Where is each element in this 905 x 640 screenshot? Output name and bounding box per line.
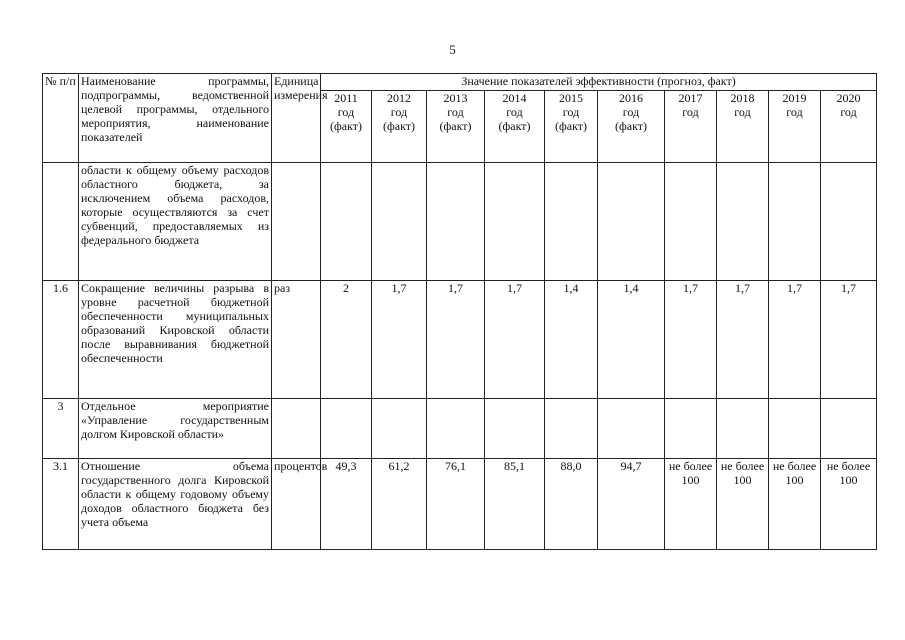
row-unit — [272, 163, 321, 281]
row-value-2018: 1,7 — [717, 281, 769, 399]
row-value-2019 — [769, 163, 821, 281]
row-name: Отдельное мероприятие «Управление государственным долгом Кировской области» — [79, 399, 272, 459]
row-value-2013: 76,1 — [427, 459, 485, 550]
table-row — [43, 281, 877, 399]
row-value-2017: 1,7 — [665, 281, 717, 399]
row-unit: раз — [272, 281, 321, 399]
row-value-2013 — [427, 399, 485, 459]
row-value-2011 — [321, 163, 372, 281]
table-row — [43, 163, 877, 281]
header-year-line: 2012 — [387, 91, 411, 105]
header-year-2018 — [717, 91, 769, 163]
header-year-line: год — [786, 105, 803, 119]
header-year-2015 — [545, 91, 598, 163]
row-value-2016 — [598, 163, 665, 281]
header-year-2011 — [321, 91, 372, 163]
row-value-2014: 1,7 — [485, 281, 545, 399]
row-value-2020 — [821, 399, 877, 459]
header-unit: Единица измерения — [272, 74, 321, 163]
header-year-line: (факт) — [439, 119, 472, 133]
header-year-line: 2019 — [782, 91, 807, 105]
header-year-line: (факт) — [329, 119, 362, 133]
row-value-2012: 1,7 — [372, 281, 427, 399]
row-value-2018: не более 100 — [717, 459, 769, 550]
row-value-2012 — [372, 399, 427, 459]
header-year-2013 — [427, 91, 485, 163]
header-year-line: 2016 — [619, 91, 643, 105]
header-year-line: 2015 — [559, 91, 583, 105]
row-value-2019: не более 100 — [769, 459, 821, 550]
row-value-2020: 1,7 — [821, 281, 877, 399]
row-value-2016: 94,7 — [598, 459, 665, 550]
header-group: Значение показателей эффективности (прогноз, факт) — [321, 74, 877, 91]
row-value-2018 — [717, 163, 769, 281]
header-year-line: год — [447, 105, 464, 119]
row-value-2015: 88,0 — [545, 459, 598, 550]
row-value-2015 — [545, 399, 598, 459]
row-value-2015 — [545, 163, 598, 281]
header-name: Наименование программы, подпрограммы, ведомственной целевой программы, отдельного мероприятия, наименование показателей — [79, 74, 272, 163]
header-year-line: (факт) — [614, 119, 647, 133]
row-name: Сокращение величины разрыва в уровне расчетной бюджетной обеспеченности муниципальных образований Кировской области после выравнивания бюджетной обеспеченности — [79, 281, 272, 399]
row-value-2014 — [485, 399, 545, 459]
header-year-line: (факт) — [554, 119, 587, 133]
row-value-2014 — [485, 163, 545, 281]
header-year-line: год — [734, 105, 751, 119]
row-value-2020 — [821, 163, 877, 281]
row-number: 1.6 — [43, 281, 79, 399]
header-year-2019 — [769, 91, 821, 163]
header-year-line: 2013 — [443, 91, 468, 105]
header-year-2014 — [485, 91, 545, 163]
row-value-2016 — [598, 399, 665, 459]
row-value-2016: 1,4 — [598, 281, 665, 399]
header-year-line: (факт) — [382, 119, 415, 133]
table-row — [43, 399, 877, 459]
header-year-line: (факт) — [498, 119, 531, 133]
row-value-2013: 1,7 — [427, 281, 485, 399]
row-unit — [272, 399, 321, 459]
header-year-line: 2014 — [502, 91, 527, 105]
header-year-line: год — [506, 105, 523, 119]
indicators-table — [42, 73, 877, 550]
header-year-2012 — [372, 91, 427, 163]
header-year-2017 — [665, 91, 717, 163]
row-value-2011 — [321, 399, 372, 459]
row-number: 3.1 — [43, 459, 79, 550]
header-year-line: 2017 — [678, 91, 703, 105]
row-value-2017 — [665, 163, 717, 281]
header-year-2020 — [821, 91, 877, 163]
row-name: области к общему объему расходов областного бюджета, за исключением объема расходов, которые осуществляются за счет субвенций, предоставляемых из федерального бюджета — [79, 163, 272, 281]
row-value-2011: 49,3 — [321, 459, 372, 550]
row-value-2015: 1,4 — [545, 281, 598, 399]
row-value-2018 — [717, 399, 769, 459]
row-value-2017 — [665, 399, 717, 459]
header-year-line: год — [840, 105, 857, 119]
row-value-2017: не более 100 — [665, 459, 717, 550]
header-year-line: год — [390, 105, 408, 119]
header-year-line: 2011 — [334, 91, 358, 105]
header-year-line: 2020 — [836, 91, 861, 105]
header-year-line: год — [682, 105, 699, 119]
row-number: 3 — [43, 399, 79, 459]
row-unit: процентов — [272, 459, 321, 550]
header-year-line: год — [622, 105, 640, 119]
row-value-2020: не более 100 — [821, 459, 877, 550]
row-value-2012: 61,2 — [372, 459, 427, 550]
header-year-2016 — [598, 91, 665, 163]
row-value-2012 — [372, 163, 427, 281]
row-value-2019: 1,7 — [769, 281, 821, 399]
table-row — [43, 459, 877, 550]
header-year-line: 2018 — [730, 91, 755, 105]
header-num: № п/п — [43, 74, 79, 163]
page-number: 5 — [449, 42, 456, 57]
row-value-2011: 2 — [321, 281, 372, 399]
header-year-line: год — [337, 105, 355, 119]
row-name: Отношение объема государственного долга Кировской области к общему годовому объему доходов областного бюджета без учета объема — [79, 459, 272, 550]
row-value-2013 — [427, 163, 485, 281]
row-number — [43, 163, 79, 281]
header-year-line: год — [562, 105, 580, 119]
row-value-2014: 85,1 — [485, 459, 545, 550]
row-value-2019 — [769, 399, 821, 459]
